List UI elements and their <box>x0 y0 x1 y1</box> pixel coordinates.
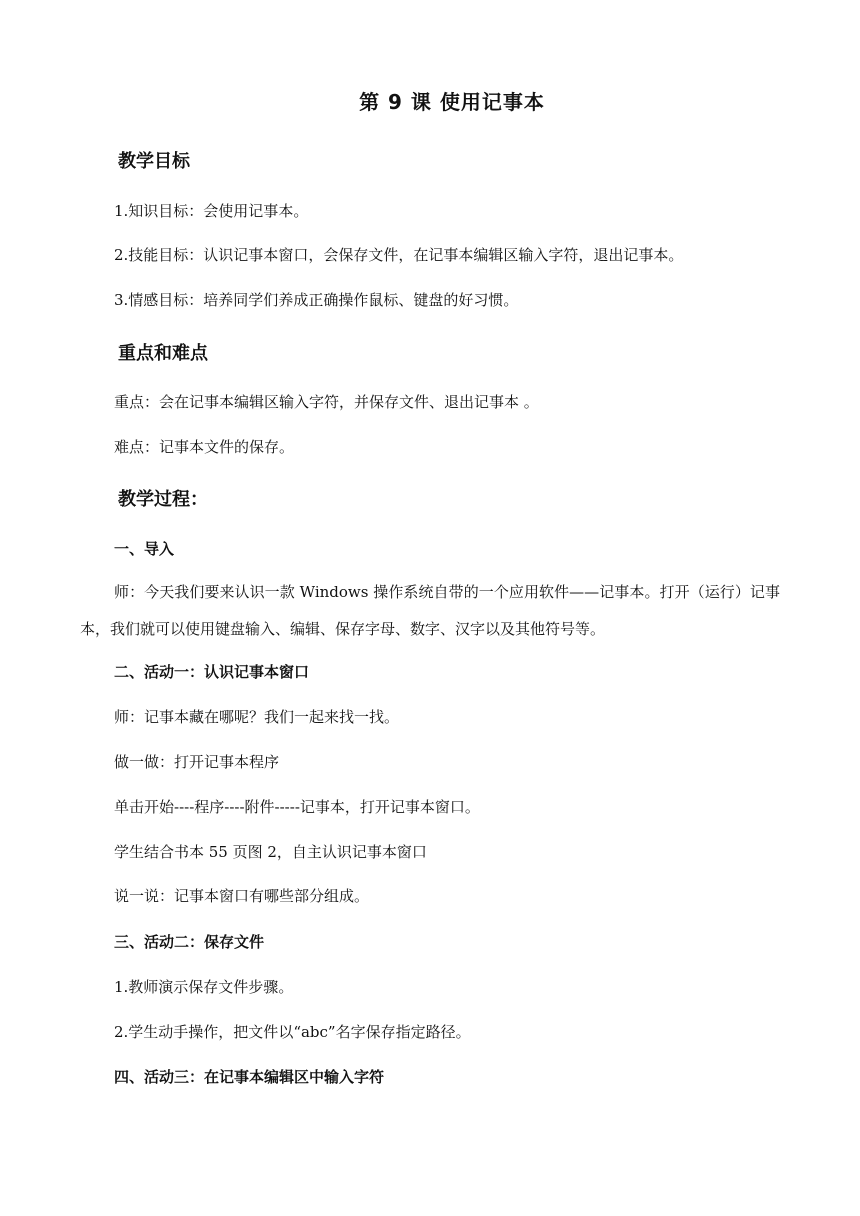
intro-paragraph: 师：今天我们要来认识一款 Windows 操作系统自带的一个应用软件——记事本。打开（运行）记事本，我们就可以使用键盘输入、编辑、保存字母、数字、汉字以及其他符号等。 <box>80 583 780 638</box>
subsection-heading-intro: 一、导入 <box>114 540 175 558</box>
activity1-line-5: 说一说：记事本窗口有哪些部分组成。 <box>114 887 370 905</box>
activity1-line-1: 师：记事本藏在哪呢？我们一起来找一找。 <box>114 708 400 726</box>
key-point-item: 重点：会在记事本编辑区输入字符，并保存文件、退出记事本 。 <box>114 393 539 411</box>
objective-item-2: 2.技能目标：认识记事本窗口，会保存文件，在记事本编辑区输入字符，退出记事本。 <box>114 246 684 264</box>
difficult-point-item: 难点：记事本文件的保存。 <box>114 438 295 456</box>
subsection-heading-activity2: 三、活动二：保存文件 <box>114 933 265 951</box>
section-heading-key-points: 重点和难点 <box>118 343 208 364</box>
activity1-line-2: 做一做：打开记事本程序 <box>114 753 280 771</box>
section-heading-process: 教学过程： <box>118 489 208 510</box>
activity2-line-1: 1.教师演示保存文件步骤。 <box>114 978 294 996</box>
section-heading-objectives: 教学目标 <box>118 151 190 172</box>
activity1-line-3: 单击开始----程序----附件-----记事本，打开记事本窗口。 <box>114 798 480 816</box>
objective-item-1: 1.知识目标：会使用记事本。 <box>114 202 309 220</box>
objective-item-3: 3.情感目标：培养同学们养成正确操作鼠标、键盘的好习惯。 <box>114 291 519 309</box>
subsection-heading-activity1: 二、活动一：认识记事本窗口 <box>114 663 310 681</box>
activity1-line-4: 学生结合书本 55 页图 2，自主认识记事本窗口 <box>114 843 427 861</box>
subsection-heading-activity3: 四、活动三：在记事本编辑区中输入字符 <box>114 1068 385 1086</box>
document-title: 第 9 课 使用记事本 <box>359 90 545 114</box>
activity2-line-2: 2.学生动手操作，把文件以“abc”名字保存指定路径。 <box>114 1023 471 1041</box>
